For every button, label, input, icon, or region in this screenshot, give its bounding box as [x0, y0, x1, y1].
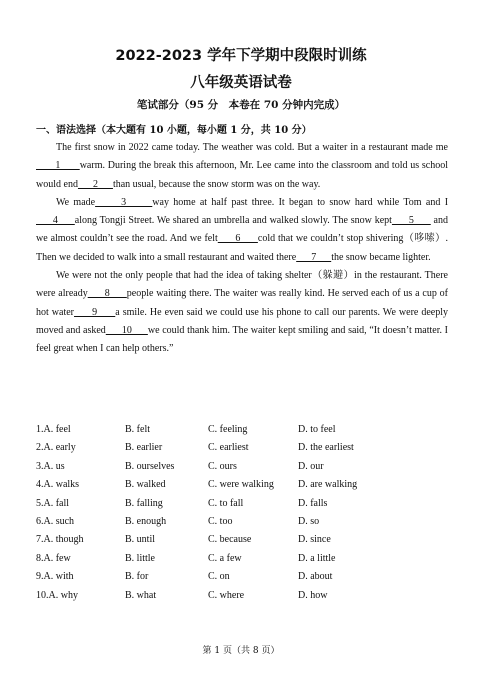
option-choice: C. where — [208, 589, 245, 601]
option-choice: 4.A. walks — [36, 479, 80, 491]
question-options-row — [36, 421, 456, 439]
option-choice: C. a few — [208, 552, 242, 564]
page-footer: 第 1 页（共 8 页） — [202, 646, 280, 656]
option-choice: C. earliest — [208, 442, 249, 454]
option-choice: D. the earliest — [298, 442, 354, 454]
answer-blank: 2 — [77, 178, 113, 190]
option-choice: B. little — [125, 552, 155, 564]
section-heading: 一、语法选择（本大题有 10 小题，每小题 1 分，共 10 分） — [36, 125, 312, 136]
answer-blank: 10 — [105, 324, 148, 336]
question-options-row — [36, 495, 456, 513]
passage-text: way home at half past three. It began to snow hard while Tom and I — [152, 196, 449, 208]
options-list — [36, 421, 456, 605]
option-choice: B. for — [125, 571, 149, 583]
exam-subtitle: 八年级英语试卷 — [190, 75, 292, 91]
option-choice: B. earlier — [125, 442, 163, 454]
option-choice: 7.A. though — [36, 534, 84, 546]
passage-paragraph-1 — [36, 139, 448, 194]
question-options-row — [36, 458, 456, 476]
passage-paragraph-3 — [36, 267, 448, 358]
option-choice: C. too — [208, 515, 233, 527]
reading-passage — [36, 139, 448, 359]
question-options-row — [36, 531, 456, 549]
passage-paragraph-2 — [36, 194, 448, 267]
passage-text: and we almost couldn’t see the road. And we felt — [36, 215, 448, 245]
option-choice: 8.A. few — [36, 552, 71, 564]
passage-text: people waiting there. The waiter was really kind. He served each of us a cup of hot water — [36, 288, 448, 318]
passage-text: the snow became lighter. — [331, 251, 431, 263]
exam-note: 笔试部分（95 分 本卷在 70 分钟内完成） — [136, 99, 346, 111]
answer-blank: 6 — [217, 233, 258, 245]
option-choice: 3.A. us — [36, 460, 65, 472]
option-choice: B. what — [125, 589, 157, 601]
passage-text: a smile. He even said we could use his phone to call our parents. We were deeply moved and asked — [36, 306, 449, 336]
passage-text: along Tongji Street. We shared an umbrella and walked slowly. The snow kept — [74, 215, 392, 227]
answer-blank: 3 — [95, 196, 153, 208]
option-choice: 10.A. why — [36, 589, 78, 601]
option-choice: D. a little — [298, 552, 336, 564]
option-choice: B. ourselves — [125, 460, 175, 472]
option-choice: D. since — [298, 534, 331, 546]
question-options-row — [36, 513, 456, 531]
option-choice: D. our — [298, 460, 324, 472]
passage-text: warm. During the break this afternoon, Mr. Lee came into the classroom and told us school would end — [36, 160, 449, 190]
option-choice: D. are walking — [298, 479, 358, 491]
option-choice: D. about — [298, 571, 333, 583]
option-choice: B. enough — [125, 515, 167, 527]
option-choice: B. falling — [125, 497, 163, 509]
option-choice: C. to fall — [208, 497, 244, 509]
question-options-row — [36, 476, 456, 494]
passage-text: cold that we couldn’t stop shivering（哆嗦）. Then we decided to walk into a small restaurant and waited there — [36, 233, 449, 263]
answer-blank: 1 — [36, 160, 80, 172]
option-choice: D. how — [298, 589, 328, 601]
answer-blank: 5 — [391, 215, 431, 227]
option-choice: 1.A. feel — [36, 424, 71, 435]
question-options-row — [36, 587, 456, 605]
option-choice: 9.A. with — [36, 571, 74, 583]
option-choice: 2.A. early — [36, 442, 76, 454]
option-choice: D. falls — [298, 497, 328, 509]
passage-text: we could thank him. The waiter kept smiling and said, “It doesn’t matter. I feel great when I can help others.” — [36, 324, 448, 355]
question-options-row — [36, 439, 456, 457]
option-choice: C. were walking — [208, 479, 274, 491]
answer-blank: 7 — [296, 251, 332, 263]
option-choice: D. so — [298, 515, 320, 527]
answer-blank: 4 — [36, 215, 75, 227]
question-options-row — [36, 550, 456, 568]
question-options-row — [36, 568, 456, 586]
option-choice: 6.A. such — [36, 515, 75, 527]
option-choice: C. ours — [208, 460, 237, 472]
passage-text: than usual, because the snow storm was on the way. — [112, 178, 321, 190]
option-choice: B. felt — [125, 424, 150, 435]
passage-text: We were not the only people that had the idea of taking shelter（躲避）in the restaurant. There were already — [36, 270, 448, 300]
option-choice: C. because — [208, 534, 252, 546]
answer-blank: 9 — [74, 306, 116, 318]
option-choice: C. on — [208, 571, 230, 583]
option-choice: 5.A. fall — [36, 497, 70, 509]
answer-blank: 8 — [87, 288, 127, 300]
option-choice: D. to feel — [298, 424, 336, 435]
passage-text: The first snow in 2022 came today. The weather was cold. But a waiter in a restaurant made me — [56, 142, 448, 153]
option-choice: C. feeling — [208, 424, 248, 435]
exam-title: 2022-2023 学年下学期中段限时训练 — [115, 48, 367, 64]
passage-text: We made — [56, 196, 96, 208]
option-choice: B. walked — [125, 479, 166, 491]
option-choice: B. until — [125, 534, 156, 546]
